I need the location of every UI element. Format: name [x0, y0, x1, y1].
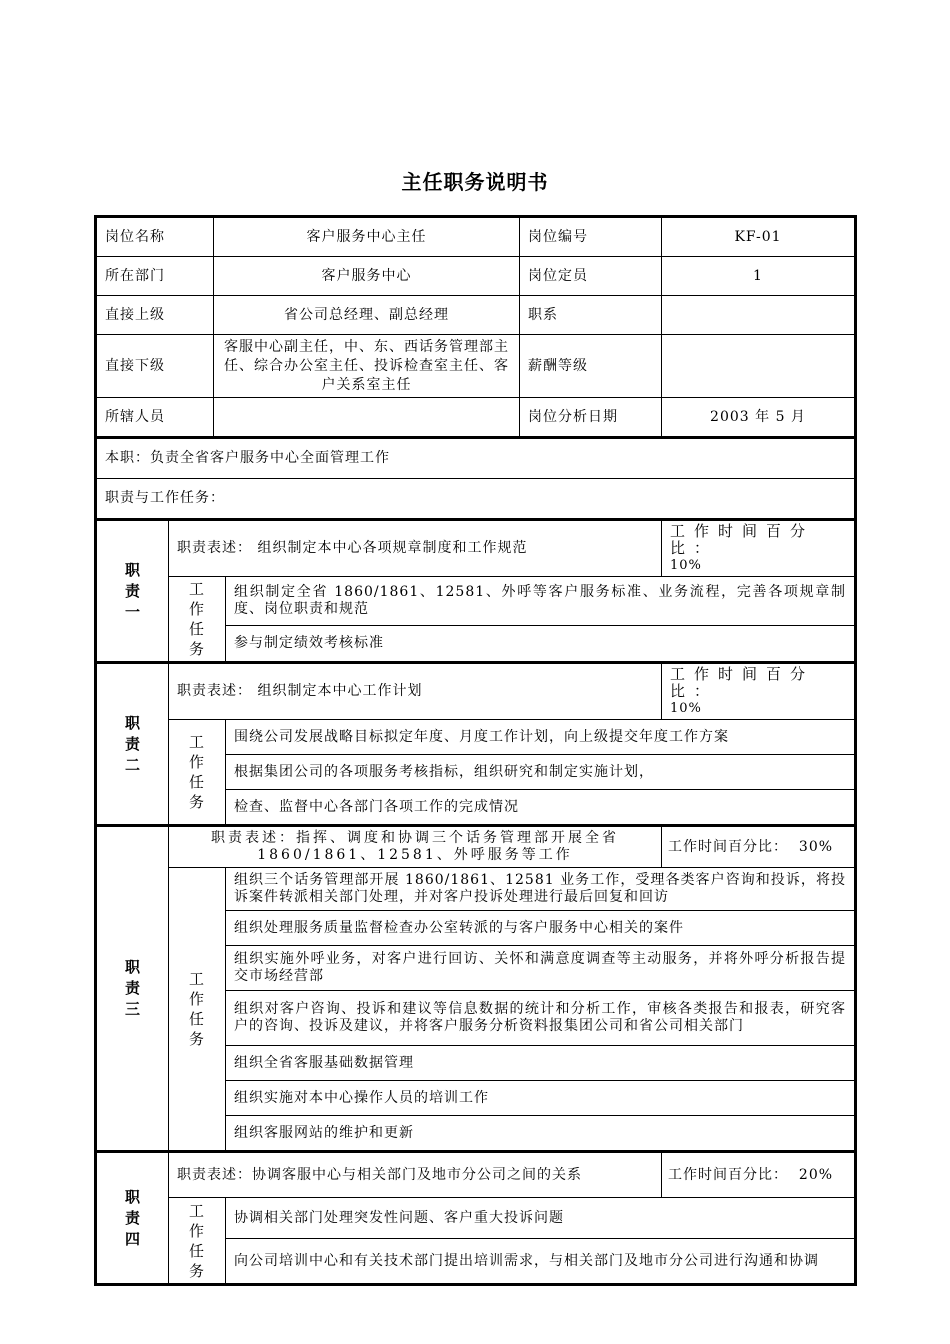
- task-text: 围绕公司发展战略目标拟定年度、月度工作计划，向上级提交年度工作方案: [226, 720, 855, 755]
- series-value: [662, 296, 855, 335]
- duty-desc-row: [97, 520, 855, 577]
- main-duty-row: [97, 438, 855, 479]
- staff-label: 所辖人员: [97, 398, 214, 437]
- salary-label: 薪酬等级: [520, 335, 662, 398]
- analysis-date-value: 2003 年 5 月: [662, 398, 855, 437]
- task-row: [97, 868, 855, 911]
- duty-label: 职责一: [97, 520, 169, 662]
- headcount-label: 岗位定员: [520, 257, 662, 296]
- task-label: 工作任务: [169, 577, 226, 662]
- duty-percentage: 工作时间百分比： 10%: [662, 520, 855, 577]
- department-value: 客户服务中心: [214, 257, 520, 296]
- task-text: 协调相关部门处理突发性问题、客户重大投诉问题: [226, 1198, 855, 1239]
- department-label: 所在部门: [97, 257, 214, 296]
- task-text: 组织三个话务管理部开展 1860/1861、12581 业务工作，受理各类客户咨询和投诉，将投诉案件转派相关部门处理，并对客户投诉处理进行最后回复和回访: [226, 868, 855, 911]
- task-label: 工作任务: [169, 868, 226, 1151]
- duty-desc-row: [97, 1152, 855, 1198]
- task-label: 工作任务: [169, 720, 226, 825]
- subordinate-value: 客服中心副主任，中、东、西话务管理部主任、综合办公室主任、投诉检查室主任、客户关系室主任: [214, 335, 520, 398]
- duty-block-3: [96, 825, 855, 1151]
- info-row: [97, 296, 855, 335]
- task-label: 工作任务: [169, 1198, 226, 1284]
- task-text: 参与制定绩效考核标准: [226, 625, 855, 661]
- task-text: 组织客服网站的维护和更新: [226, 1116, 855, 1151]
- duties-header: 职责与工作任务：: [97, 479, 855, 519]
- task-row: [97, 720, 855, 755]
- task-text: 向公司培训中心和有关技术部门提出培训需求，与相关部门及地市分公司进行沟通和协调: [226, 1239, 855, 1284]
- task-text: 组织全省客服基础数据管理: [226, 1046, 855, 1081]
- duty-block-4: [96, 1151, 855, 1284]
- task-text: 检查、监督中心各部门各项工作的完成情况: [226, 790, 855, 825]
- task-text: 组织实施对本中心操作人员的培训工作: [226, 1081, 855, 1116]
- position-code-value: KF-01: [662, 218, 855, 257]
- task-text: 根据集团公司的各项服务考核指标，组织研究和制定实施计划，: [226, 755, 855, 790]
- duty-description: 职责表述：协调客服中心与相关部门及地市分公司之间的关系: [169, 1152, 662, 1198]
- task-row: [97, 1198, 855, 1239]
- task-text: 组织处理服务质量监督检查办公室转派的与客户服务中心相关的案件: [226, 911, 855, 946]
- analysis-date-label: 岗位分析日期: [520, 398, 662, 437]
- position-name-value: 客户服务中心主任: [214, 218, 520, 257]
- duty-label: 职责二: [97, 663, 169, 825]
- task-text: 组织对客户咨询、投诉和建议等信息数据的统计和分析工作，审核各类报告和报表，研究客户的咨询、投诉及建议，并将客户服务分析资料报集团公司和省公司相关部门: [226, 991, 855, 1046]
- duty-label: 职责四: [97, 1152, 169, 1284]
- info-row: [97, 218, 855, 257]
- info-row: [97, 335, 855, 398]
- superior-value: 省公司总经理、副总经理: [214, 296, 520, 335]
- superior-label: 直接上级: [97, 296, 214, 335]
- duty-percentage: 工作时间百分比： 30%: [662, 826, 855, 868]
- duty-description: 职责表述： 组织制定本中心各项规章制度和工作规范: [169, 520, 662, 577]
- duty-label: 职责三: [97, 826, 169, 1151]
- task-text: 组织制定全省 1860/1861、12581、外呼等客户服务标准、业务流程，完善各项规章制度、岗位职责和规范: [226, 577, 855, 626]
- position-code-label: 岗位编号: [520, 218, 662, 257]
- main-duty-text: 本职：负责全省客户服务中心全面管理工作: [97, 438, 855, 479]
- duty-percentage: 工作时间百分比： 10%: [662, 663, 855, 720]
- staff-value: [214, 398, 520, 437]
- info-table: [96, 217, 855, 437]
- duty-desc-row: [97, 826, 855, 868]
- duty-block-2: [96, 662, 855, 825]
- duty-block-1: [96, 519, 855, 662]
- duty-percentage: 工作时间百分比： 20%: [662, 1152, 855, 1198]
- task-row: [97, 577, 855, 626]
- series-label: 职系: [520, 296, 662, 335]
- duties-header-row: [97, 479, 855, 519]
- summary-table: [96, 437, 855, 519]
- info-row: [97, 398, 855, 437]
- document-title: 主任职务说明书: [401, 170, 549, 194]
- job-description-sheet: [94, 215, 857, 1286]
- task-text: 组织实施外呼业务，对客户进行回访、关怀和满意度调查等主动服务，并将外呼分析报告提交市场经营部: [226, 946, 855, 991]
- subordinate-label: 直接下级: [97, 335, 214, 398]
- position-name-label: 岗位名称: [97, 218, 214, 257]
- duty-description: 职责表述：指挥、调度和协调三个话务管理部开展全省 1860/1861、12581、外呼服务等工作: [169, 826, 662, 868]
- info-row: [97, 257, 855, 296]
- duty-description: 职责表述： 组织制定本中心工作计划: [169, 663, 662, 720]
- salary-value: [662, 335, 855, 398]
- duty-desc-row: [97, 663, 855, 720]
- headcount-value: 1: [662, 257, 855, 296]
